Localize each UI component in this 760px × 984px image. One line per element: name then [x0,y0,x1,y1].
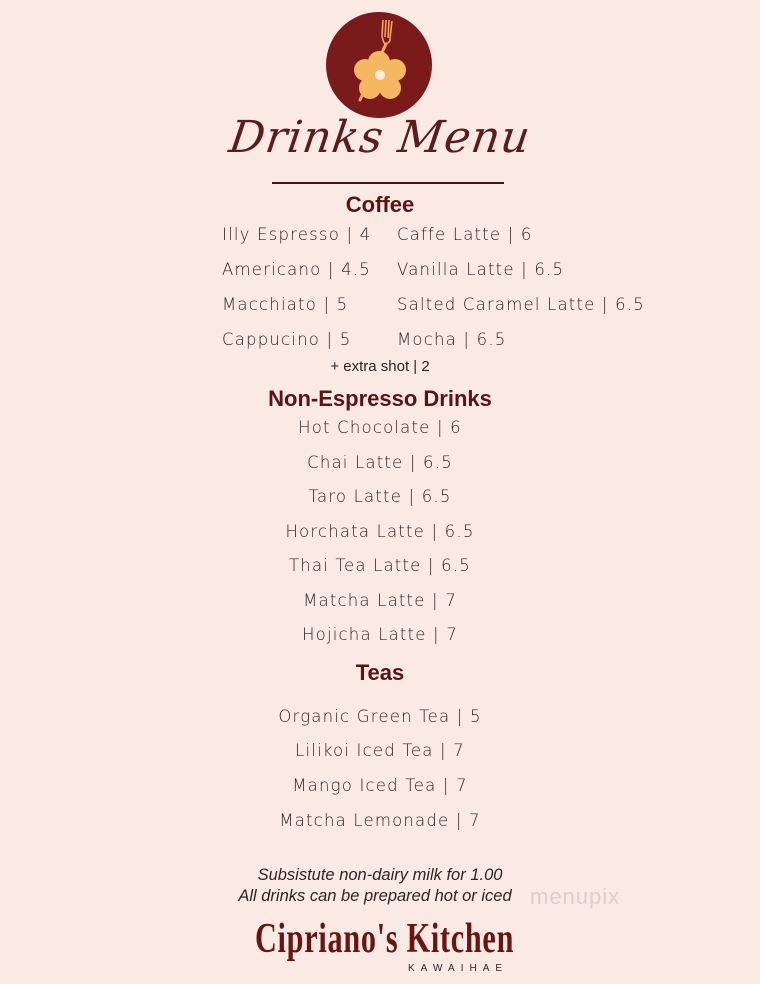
brand-name: Cipriano's Kitchen [255,916,515,962]
menu-item: Matcha Latte | 7 [303,591,457,610]
menu-item: Salted Caramel Latte | 6.5 [397,295,645,314]
menu-item: Illy Espresso | 4 [222,225,372,244]
milk-substitute-note: Subsistute non-dairy milk for 1.00 [257,866,503,884]
menu-item: Organic Green Tea | 5 [278,707,482,726]
watermark: menupix [530,884,621,909]
menu-item: Hot Chocolate | 6 [298,418,462,437]
menu-item: Chai Latte | 6.5 [307,453,453,472]
section-heading-non-espresso: Non-Espresso Drinks [268,386,492,411]
menu-item: Hojicha Latte | 7 [302,625,458,644]
menu-item: Macchiato | 5 [222,295,349,314]
menu-item: Mocha | 6.5 [397,330,507,349]
section-heading-coffee: Coffee [345,192,415,217]
page-title: Drinks Menu [226,112,534,163]
section-heading-teas: Teas [355,660,405,685]
logo-fork-flower-icon [326,12,432,118]
menu-item: Thai Tea Latte | 6.5 [289,556,471,575]
title-divider [272,182,504,184]
menu-item: Cappucino | 5 [222,330,352,349]
brand-location: KAWAIHAE [408,963,509,974]
menu-item: Mango Iced Tea | 7 [292,776,468,795]
menu-item: Lilikoi Iced Tea | 7 [295,741,465,760]
menu-item: Matcha Lemonade | 7 [279,811,481,830]
extra-shot-note: + extra shot | 2 [330,358,430,375]
menu-item: Horchata Latte | 6.5 [285,522,475,541]
menu-item: Taro Latte | 6.5 [308,487,452,506]
hot-or-iced-note: All drinks can be prepared hot or iced [238,887,512,905]
menu-item: Americano | 4.5 [222,260,371,279]
menu-item: Vanilla Latte | 6.5 [397,260,565,279]
menu-item: Caffe Latte | 6 [397,225,533,244]
